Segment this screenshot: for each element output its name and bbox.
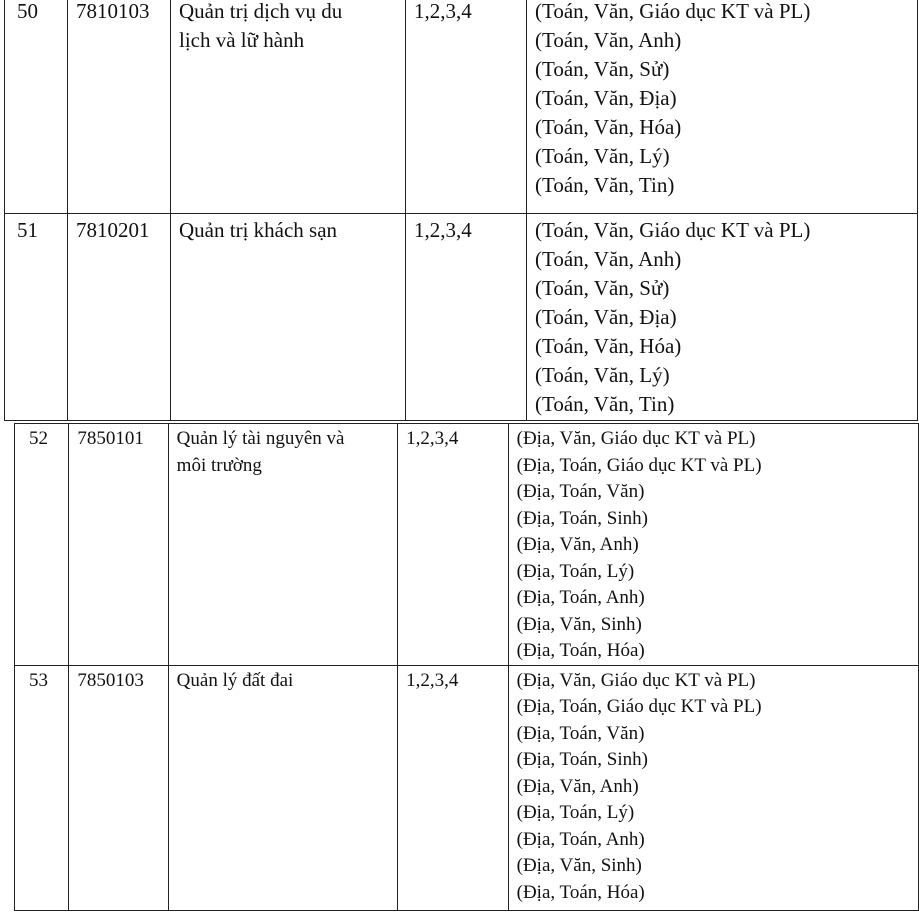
admission-methods-cell <box>398 665 509 910</box>
row-number: 51 <box>17 218 38 242</box>
subject-combo: (Địa, Văn, Anh) <box>516 775 639 797</box>
table-row <box>5 214 918 421</box>
row-number-cell <box>15 424 69 666</box>
major-code: 7850101 <box>77 428 144 449</box>
subject-combo: (Toán, Văn, Lý) <box>535 363 670 387</box>
subject-combos-cell <box>527 0 918 214</box>
major-name-line: Quản lý đất đai <box>176 669 294 691</box>
subject-combo: (Địa, Toán, Hóa) <box>516 881 645 903</box>
subject-combo: (Toán, Văn, Tin) <box>535 392 675 416</box>
subject-combo: (Địa, Văn, Giáo dục KT và PL) <box>516 669 756 691</box>
admission-table-bottom <box>14 423 919 911</box>
major-name-line: môi trường <box>176 454 262 476</box>
subject-combos-cell <box>508 665 918 910</box>
admission-table-top <box>4 0 918 421</box>
subject-combo: (Toán, Văn, Lý) <box>535 144 670 168</box>
major-code: 7810201 <box>76 218 150 242</box>
subject-combo: (Địa, Toán, Lý) <box>516 560 635 582</box>
row-number: 53 <box>29 669 48 691</box>
table-row <box>15 665 919 910</box>
subject-combo: (Toán, Văn, Giáo dục KT và PL) <box>535 218 811 242</box>
subject-combo: (Toán, Văn, Hóa) <box>535 115 682 139</box>
major-code-cell <box>68 0 171 214</box>
major-code: 7850103 <box>77 669 144 691</box>
major-name-cell <box>168 665 397 910</box>
admission-methods: 1,2,3,4 <box>406 428 459 449</box>
subject-combo: (Địa, Văn, Anh) <box>516 534 639 555</box>
subject-combo: (Địa, Văn, Sinh) <box>516 613 642 635</box>
subject-combo: (Địa, Văn, Giáo dục KT và PL) <box>516 428 756 449</box>
subject-combo: (Toán, Văn, Sử) <box>535 276 670 300</box>
subject-combo: (Địa, Toán, Sinh) <box>516 507 648 529</box>
major-code-cell <box>69 424 168 666</box>
subject-combo: (Toán, Văn, Sử) <box>535 57 670 81</box>
row-number-cell <box>5 214 68 421</box>
subject-combo: (Toán, Văn, Địa) <box>535 305 677 329</box>
major-name-line: Quản lý tài nguyên và <box>176 428 345 449</box>
subject-combo: (Địa, Toán, Hóa) <box>516 640 645 661</box>
subject-combo: (Toán, Văn, Hóa) <box>535 334 682 358</box>
major-name-line: Quản trị dịch vụ du <box>179 0 343 23</box>
table-row <box>15 424 919 666</box>
major-name-cell <box>171 214 406 421</box>
subject-combo: (Địa, Toán, Sinh) <box>516 749 648 770</box>
subject-combos-cell <box>508 424 918 666</box>
subject-combo: (Toán, Văn, Địa) <box>535 86 677 110</box>
admission-methods-cell <box>398 424 509 666</box>
subject-combo: (Địa, Toán, Anh) <box>516 587 645 608</box>
row-number: 52 <box>29 428 48 449</box>
subject-combos-cell <box>527 214 918 421</box>
row-number: 50 <box>17 0 38 23</box>
admission-methods-cell <box>406 214 527 421</box>
admission-methods-cell <box>406 0 527 214</box>
subject-combo: (Địa, Toán, Lý) <box>516 802 635 823</box>
major-code-cell <box>69 665 168 910</box>
table-row <box>5 0 918 214</box>
subject-combo: (Địa, Toán, Văn) <box>516 722 645 744</box>
major-code-cell <box>68 214 171 421</box>
subject-combo: (Toán, Văn, Anh) <box>535 28 682 52</box>
major-name-line: lịch và lữ hành <box>179 28 305 52</box>
subject-combo: (Địa, Toán, Văn) <box>516 481 645 502</box>
admission-methods: 1,2,3,4 <box>414 0 472 23</box>
subject-combo: (Toán, Văn, Tin) <box>535 173 675 197</box>
row-number-cell <box>15 665 69 910</box>
admission-methods: 1,2,3,4 <box>414 218 472 242</box>
subject-combo: (Địa, Toán, Giáo dục KT và PL) <box>516 454 762 476</box>
major-name-line: Quản trị khách sạn <box>179 218 338 242</box>
major-name-cell <box>171 0 406 214</box>
major-code: 7810103 <box>76 0 150 23</box>
subject-combo: (Toán, Văn, Giáo dục KT và PL) <box>535 0 811 23</box>
subject-combo: (Địa, Toán, Anh) <box>516 828 645 850</box>
subject-combo: (Địa, Văn, Sinh) <box>516 855 642 876</box>
subject-combo: (Toán, Văn, Anh) <box>535 247 682 271</box>
subject-combo: (Địa, Toán, Giáo dục KT và PL) <box>516 696 762 717</box>
major-name-cell <box>168 424 397 666</box>
admission-methods: 1,2,3,4 <box>406 669 459 691</box>
row-number-cell <box>5 0 68 214</box>
